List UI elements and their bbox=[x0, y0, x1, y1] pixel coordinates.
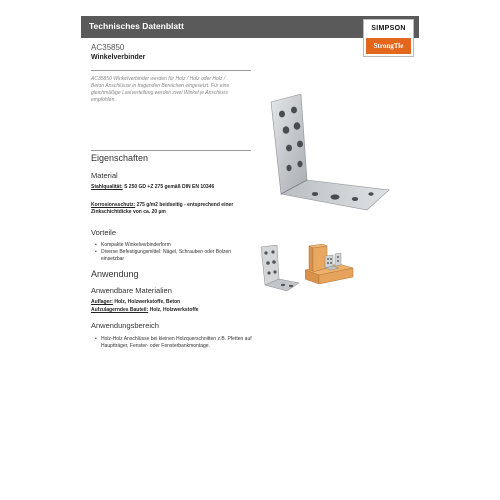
product-name: Winkelverbinder bbox=[91, 54, 146, 61]
prop-corrosion-label: Korrosionsschutz: bbox=[91, 202, 136, 208]
prop-component-value: Holz, Holzwerkstoffe bbox=[149, 307, 199, 313]
header-title: Technisches Datenblatt bbox=[89, 21, 184, 31]
datasheet-page bbox=[81, 16, 419, 484]
prop-corrosion-value: 275 g/m2 beidseitig - entsprechend einer Zinkschichtdicke von ca. 20 µm bbox=[91, 202, 234, 215]
divider-top bbox=[91, 70, 251, 71]
installation-image bbox=[305, 244, 355, 292]
section-title-application: Anwendung bbox=[91, 269, 139, 279]
angle-bracket-small-image bbox=[259, 245, 301, 293]
list-item: • Holz-Holz Anschlüsse bei kleinen Holzquerschnitten z.B. Pfetten auf Hauptträger, Fenster- oder Fensterbankmontage. bbox=[95, 336, 255, 350]
simpson-strongtie-logo bbox=[363, 19, 414, 57]
prop-support bbox=[91, 299, 291, 306]
subtitle-advantages: Vorteile bbox=[91, 228, 117, 237]
subtitle-materials: Anwendbare Materialien bbox=[91, 286, 172, 295]
prop-steel bbox=[91, 184, 251, 191]
prop-component bbox=[91, 307, 291, 314]
prop-corrosion bbox=[91, 202, 251, 216]
logo-top-text: SIMPSON bbox=[366, 22, 411, 36]
subtitle-material: Material bbox=[91, 171, 118, 180]
advantages-list bbox=[95, 242, 245, 263]
intro-text: AC35850 Winkelverbinder werden für Holz / Holz oder Holz / Beton Anschlüsse in tragenden Bereichen eingesetzt. Für eine gleichmäßige Lastverteilung werden zwei Winkel je Anschluss empfohlen. bbox=[91, 76, 230, 103]
angle-bracket-image bbox=[267, 94, 395, 216]
divider-properties bbox=[91, 150, 251, 151]
prop-support-value: Holz, Holzwerkstoffe, Beton bbox=[114, 299, 181, 305]
product-code: AC35850 bbox=[91, 43, 125, 52]
prop-component-label: Aufzulagerndes Bauteil: bbox=[91, 307, 149, 313]
prop-support-label: Auflager: bbox=[91, 299, 113, 305]
prop-steel-label: Stahlqualität: bbox=[91, 184, 123, 190]
section-title-properties: Eigenschaften bbox=[91, 153, 149, 163]
subtitle-area: Anwendungsbereich bbox=[91, 321, 159, 330]
list-item: • Diverse Befestigungsmittel: Nägel, Schrauben oder Bolzen einsetzbar bbox=[95, 249, 245, 263]
prop-steel-value: S 250 GD +Z 275 gemäß DIN EN 10346 bbox=[124, 184, 215, 190]
areas-list bbox=[95, 336, 255, 350]
list-item: • Kompakte Winkelverbinderform bbox=[95, 242, 245, 249]
logo-bottom-text: StrongTie bbox=[366, 38, 411, 54]
